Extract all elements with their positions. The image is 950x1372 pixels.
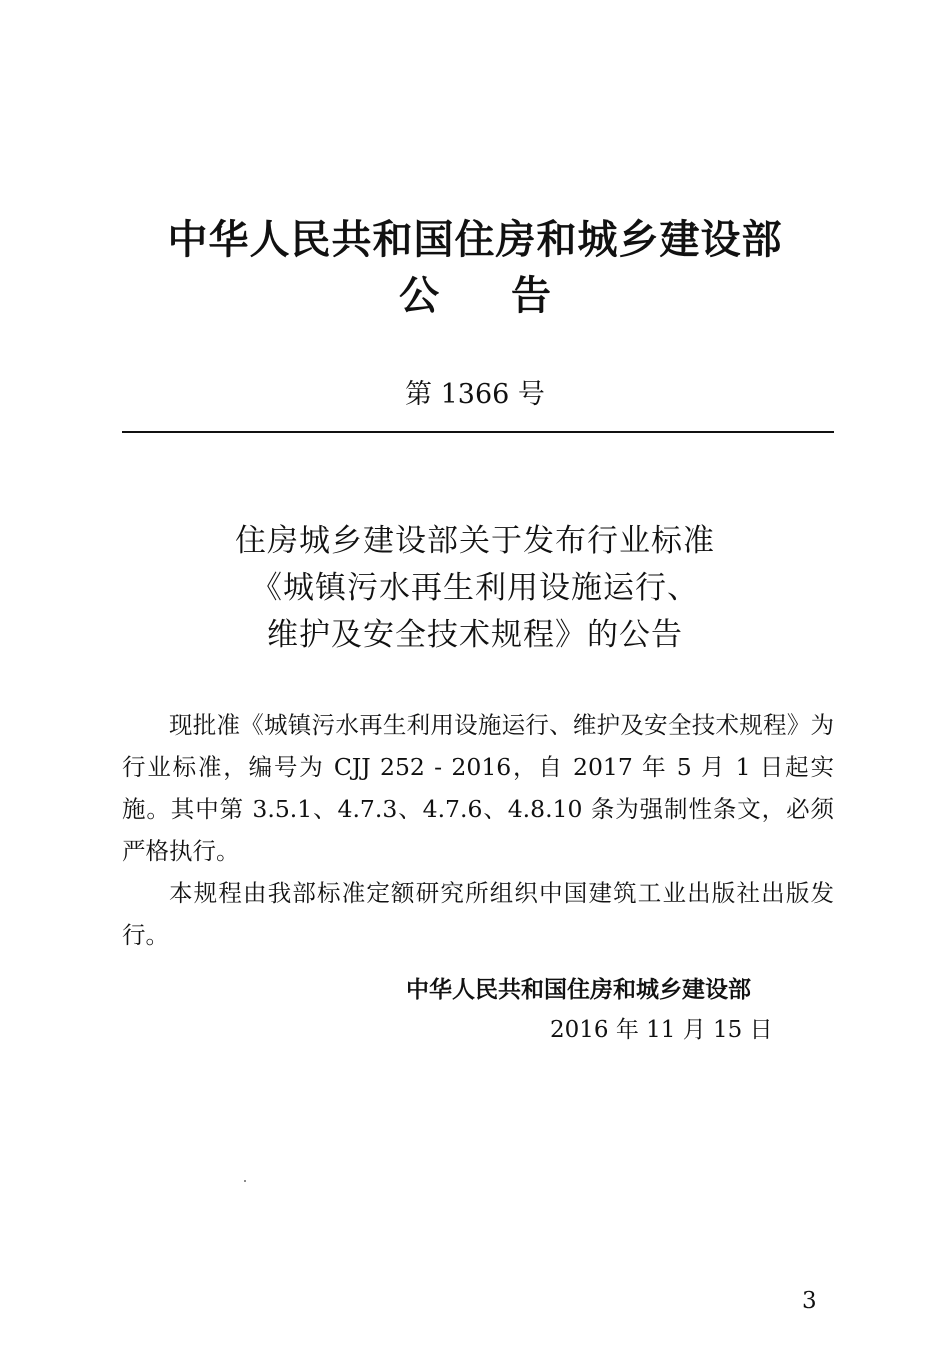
scan-speck [244, 1180, 246, 1182]
notice-heading: 公告 [399, 273, 623, 319]
header-divider [122, 431, 834, 433]
announcement-subject [0, 518, 950, 659]
ministry-title: 中华人民共和国住房和城乡建设部 [167, 217, 783, 263]
announcement-body [122, 704, 834, 956]
subject-line: 《城镇污水再生利用设施运行、 [251, 570, 699, 606]
page-number: 3 [802, 1288, 817, 1314]
subject-line: 住房城乡建设部关于发布行业标准 [235, 523, 715, 559]
signature-organization: 中华人民共和国住房和城乡建设部 [406, 977, 751, 1003]
body-paragraph: 本规程由我部标准定额研究所组织中国建筑工业出版社出版发行。 [122, 879, 834, 949]
signature-date: 2016 年 11 月 15 日 [550, 1017, 773, 1043]
announcement-number: 第 1366 号 [405, 379, 545, 410]
subject-line: 维护及安全技术规程》的公告 [267, 617, 683, 653]
body-paragraph: 现批准《城镇污水再生利用设施运行、维护及安全技术规程》为行业标准，编号为 CJJ 252 - 2016，自 2017 年 5 月 1 日起实施。其中第 3.5.1、4.7.3、4.7.6、4.8.10 条为强制性条文，必须严格执行。 [122, 711, 834, 865]
